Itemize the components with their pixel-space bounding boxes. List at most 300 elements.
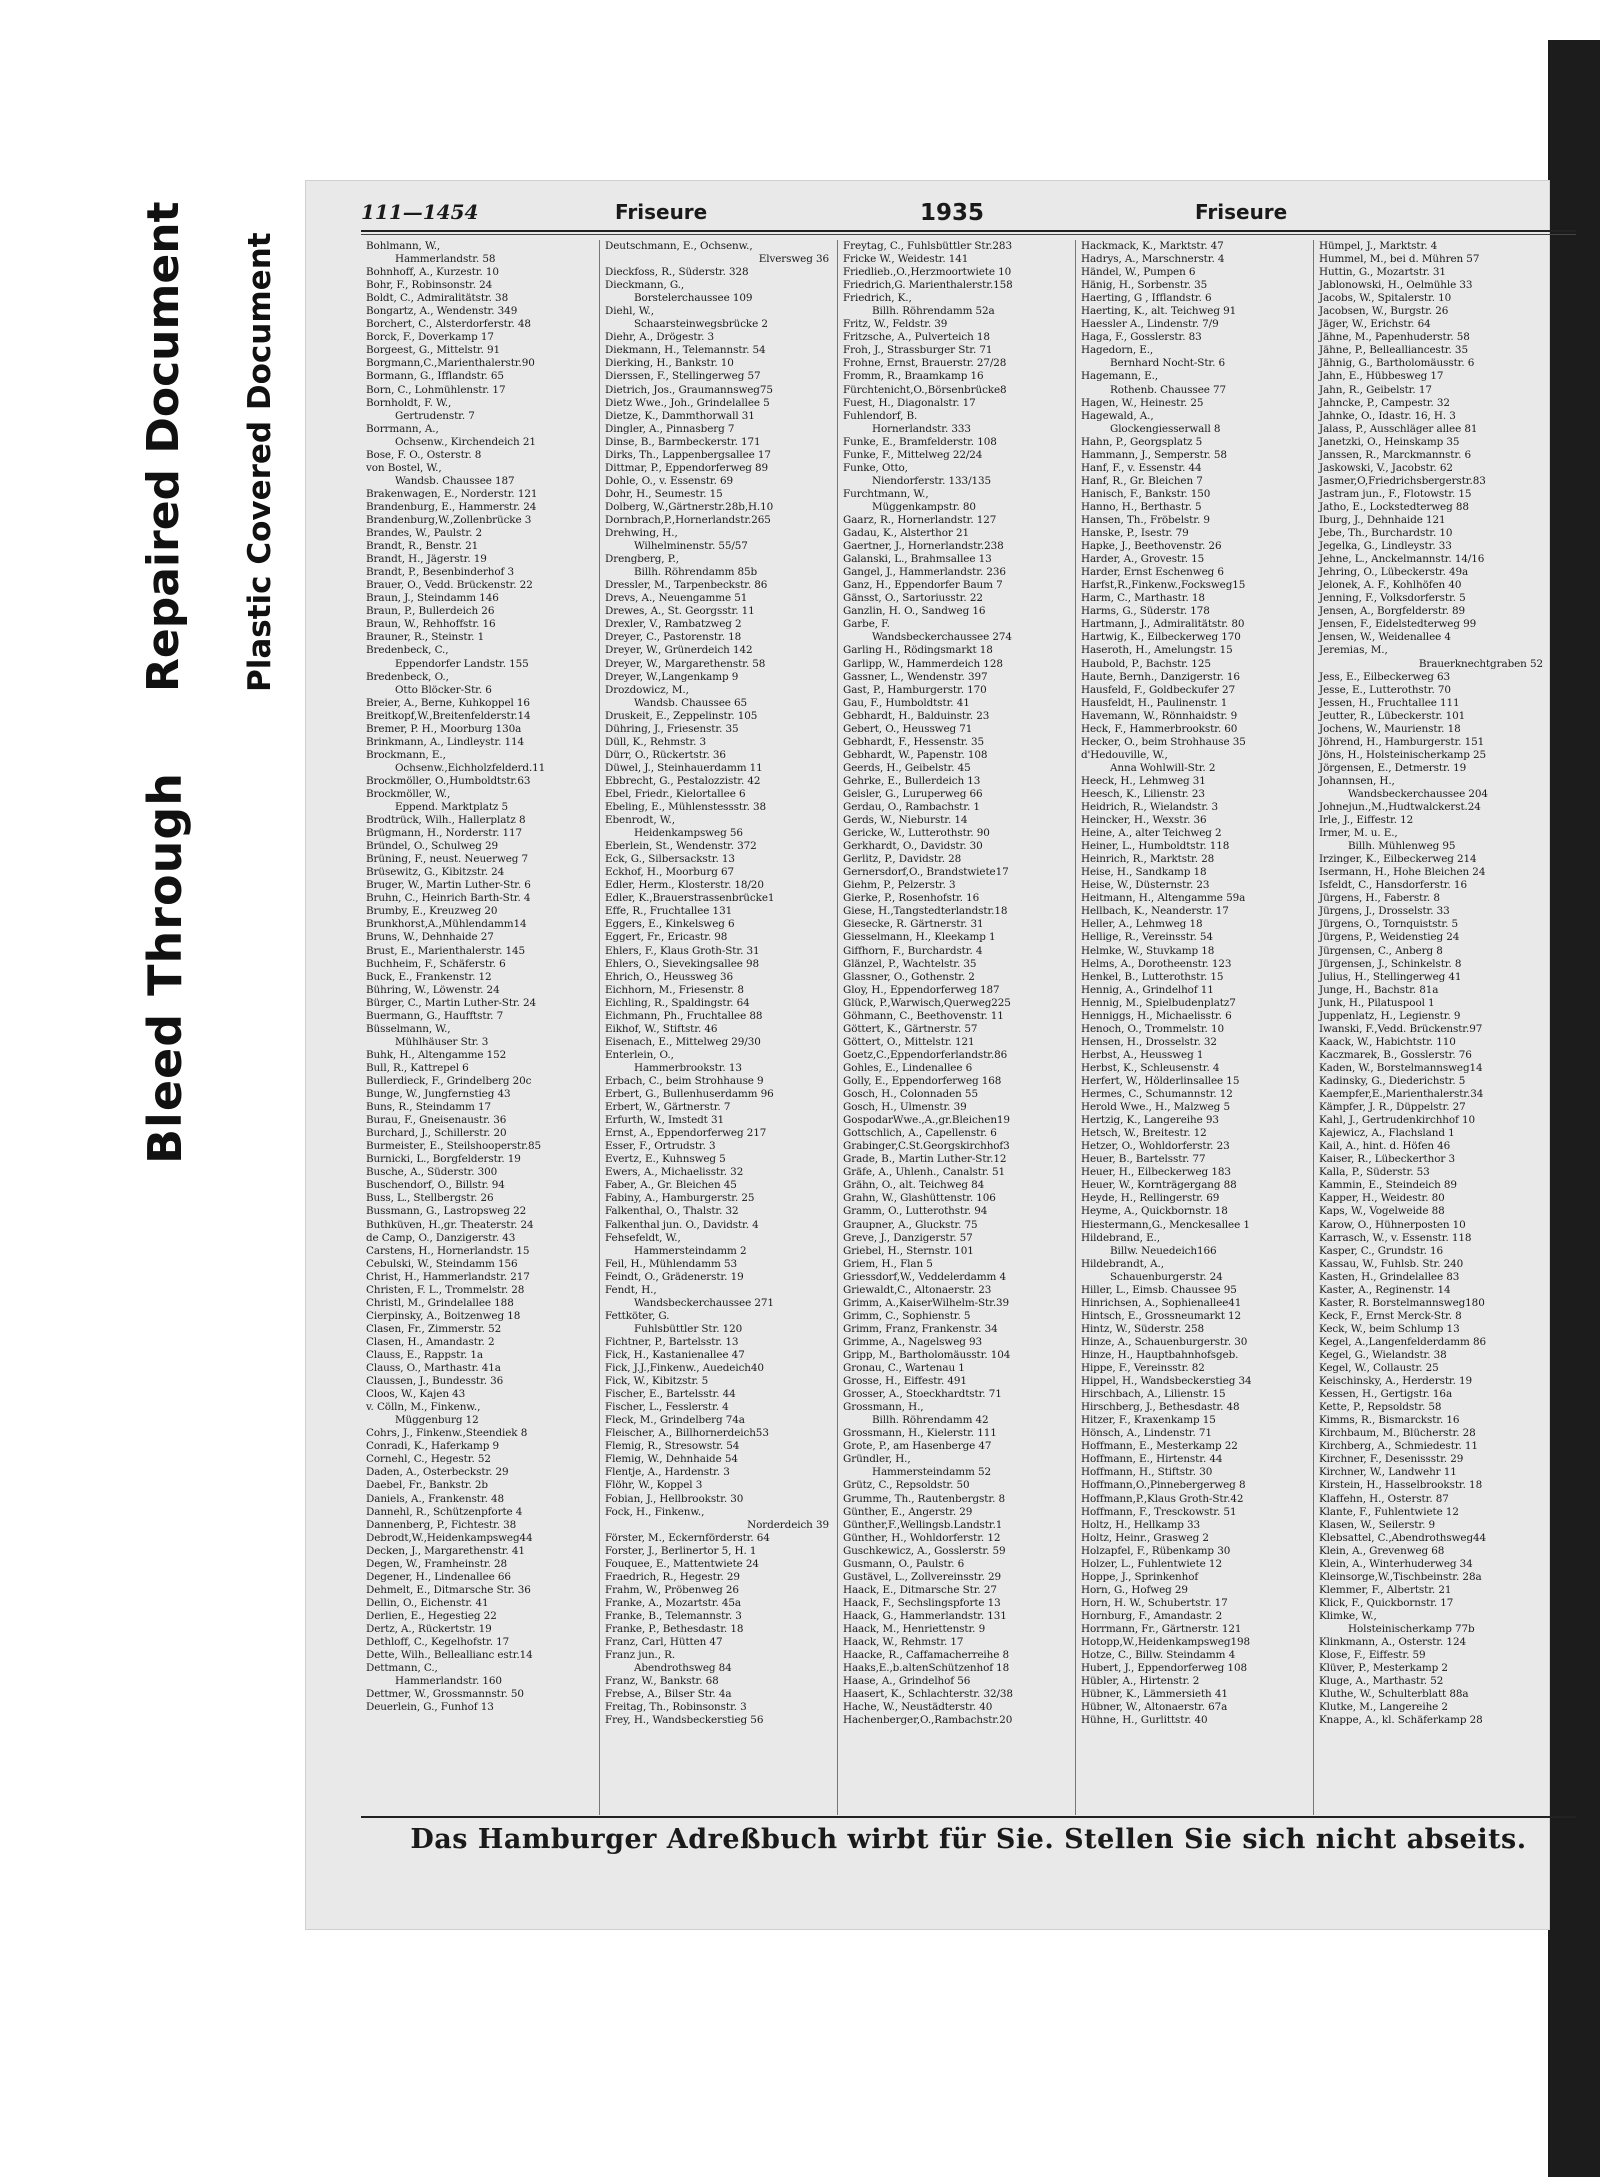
- directory-entry: Hanisch, F., Bankstr. 150: [1081, 487, 1211, 500]
- directory-entry: Bohnhoff, A., Kurzestr. 10: [366, 266, 499, 279]
- directory-entry: Klüver, P., Mesterkamp 2: [1319, 1662, 1448, 1675]
- directory-entry: Drexler, V., Rambatzweg 2: [605, 618, 742, 631]
- directory-entry: Günther, H., Wohldorferstr. 12: [843, 1531, 1001, 1544]
- directory-entry: Ochsenw., Kirchendeich 21: [395, 435, 536, 448]
- directory-entry: Holsteinischerkamp 77b: [1348, 1622, 1475, 1635]
- directory-entry: Jehne, L., Anckelmannstr. 14/16: [1319, 553, 1485, 566]
- directory-entry: Friedlieb.,O.,Herzmoortwiete 10: [843, 266, 1012, 279]
- directory-entry: Brumby, E., Kreuzweg 20: [366, 905, 498, 918]
- directory-entry: Dirks, Th., Lappenbergsallee 17: [605, 448, 771, 461]
- directory-entry: Jensen, W., Weidenallee 4: [1319, 631, 1451, 644]
- directory-entry: Irzinger, K., Eilbeckerweg 214: [1319, 853, 1477, 866]
- directory-entry: Hennig, M., Spielbudenplatz7: [1081, 996, 1236, 1009]
- directory-entry: Kessen, H., Gertigstr. 16a: [1319, 1388, 1453, 1401]
- directory-entry: Grosse, H., Eiffestr. 491: [843, 1375, 967, 1388]
- directory-entry: Jensen, F., Eidelstedterweg 99: [1319, 618, 1477, 631]
- directory-entry: Holzer, L., Fuhlentwiete 12: [1081, 1557, 1222, 1570]
- directory-entry: Hornerlandstr. 333: [872, 422, 971, 435]
- directory-entry: Brunkhorst,A.,Mühlendamm14: [366, 918, 527, 931]
- directory-entry: Buchheim, F., Schäferstr. 6: [366, 957, 506, 970]
- directory-entry: Haseroth, H., Amelungstr. 15: [1081, 644, 1233, 657]
- directory-entry: Eppendorfer Landstr. 155: [395, 657, 529, 670]
- directory-entry: Carstens, H., Hornerlandstr. 15: [366, 1244, 530, 1257]
- directory-entry: Jelonek, A. F., Kohlhöfen 40: [1319, 579, 1462, 592]
- directory-entry: Diehl, W.,: [605, 305, 654, 318]
- directory-entry: Hetzer, O., Wohldorferstr. 23: [1081, 1140, 1230, 1153]
- directory-entry: Diehr, A., Drögestr. 3: [605, 331, 715, 344]
- directory-entry: Kette, P., Repsoldstr. 58: [1319, 1401, 1442, 1414]
- directory-entry: Eggers, E., Kinkelsweg 6: [605, 918, 735, 931]
- directory-entry: Juppenlatz, H., Legienstr. 9: [1319, 1009, 1461, 1022]
- directory-entry: Fürchtenicht,O.,Börsenbrücke8: [843, 383, 1007, 396]
- directory-entry: Brodtrück, Wilh., Hallerplatz 8: [366, 814, 526, 827]
- directory-entry: Fuest, H., Diagonalstr. 17: [843, 396, 976, 409]
- directory-entry: Freitag, Th., Robinsonstr. 3: [605, 1701, 747, 1714]
- directory-entry: Fritz, W., Feldstr. 39: [843, 318, 948, 331]
- directory-entry: Göhmann, C., Beethovenstr. 11: [843, 1009, 1004, 1022]
- directory-entry: Glänzel, P., Wachtelstr. 35: [843, 957, 977, 970]
- directory-entry: Grimme, A., Nagelsweg 93: [843, 1335, 983, 1348]
- directory-entry: Braun, P., Bullerdeich 26: [366, 605, 495, 618]
- directory-entry: Clasen, Fr., Zimmerstr. 52: [366, 1322, 502, 1335]
- directory-entry: Gänsst, O., Sartoriusstr. 22: [843, 592, 983, 605]
- directory-entry: Dolberg, W.,Gärtnerstr.28b,H.10: [605, 500, 774, 513]
- directory-entry: Hippel, H., Wandsbeckerstieg 34: [1081, 1375, 1252, 1388]
- directory-entry: Hapke, J., Beethovenstr. 26: [1081, 540, 1222, 553]
- directory-entry: Clauss, O., Marthastr. 41a: [366, 1362, 501, 1375]
- directory-entry: Dreyer, W., Grünerdeich 142: [605, 644, 753, 657]
- directory-entry: Hornburg, F., Amandastr. 2: [1081, 1609, 1223, 1622]
- directory-entry: Dellin, O., Eichenstr. 41: [366, 1596, 489, 1609]
- directory-entry: Kaps, W., Vogelweide 88: [1319, 1205, 1445, 1218]
- directory-entry: Hoffmann, E., Hirtenstr. 44: [1081, 1453, 1223, 1466]
- directory-entry: Buhk, H., Altengamme 152: [366, 1048, 507, 1061]
- directory-entry: Gadau, K., Alsterthor 21: [843, 527, 969, 540]
- directory-entry: Hiller, L., Eimsb. Chaussee 95: [1081, 1283, 1237, 1296]
- directory-entry: Hammersteindamm 52: [872, 1466, 992, 1479]
- directory-entry: Schaarsteinwegsbrücke 2: [634, 318, 768, 331]
- directory-entry: Glassner, O., Gothenstr. 2: [843, 970, 975, 983]
- directory-entry: Ochsenw.,Eichholzfelderd.11: [395, 761, 546, 774]
- directory-entry: Falkenthal jun. O., Davidstr. 4: [605, 1218, 759, 1231]
- directory-entry: Gräfe, A., Uhlenh., Canalstr. 51: [843, 1166, 1006, 1179]
- directory-entry: Griessdorf,W., Veddelerdamm 4: [843, 1270, 1006, 1283]
- directory-entry: Bernhard Nocht-Str. 6: [1110, 357, 1226, 370]
- directory-entry: Friedrich, K.,: [843, 292, 912, 305]
- directory-entry: Hecker, O., beim Strohhause 35: [1081, 735, 1246, 748]
- directory-entry: Hammerbrookstr. 13: [634, 1061, 742, 1074]
- directory-entry: Frohne, Ernst, Brauerstr. 27/28: [843, 357, 1007, 370]
- directory-entry: Debrodt,W.,Heidenkampsweg44: [366, 1531, 533, 1544]
- directory-entry: Bruhn, C., Heinrich Barth-Str. 4: [366, 892, 531, 905]
- directory-entry: Hinrichsen, A., Sophienallee41: [1081, 1296, 1242, 1309]
- directory-entry: Grote, P., am Hasenberge 47: [843, 1440, 992, 1453]
- directory-entry: Wandsb. Chaussee 187: [395, 474, 515, 487]
- directory-entry: Bohr, F., Robinsonstr. 24: [366, 279, 493, 292]
- directory-entry: Flemig, W., Dehnhaide 54: [605, 1453, 738, 1466]
- directory-entry: Hanf, R., Gr. Bleichen 7: [1081, 474, 1203, 487]
- directory-entry: Eckhof, H., Moorburg 67: [605, 866, 735, 879]
- directory-entry: Franz, Carl, Hütten 47: [605, 1636, 723, 1649]
- directory-entry: Ebenrodt, W.,: [605, 814, 675, 827]
- directory-entry: Edler, Herm., Klosterstr. 18/20: [605, 879, 764, 892]
- directory-entry: Dettmann, C.,: [366, 1662, 438, 1675]
- directory-entry: Falkenthal, O., Thalstr. 32: [605, 1205, 739, 1218]
- directory-entry: Eberlein, St., Wendenstr. 372: [605, 840, 757, 853]
- directory-entry: Ehlers, O., Sievekingsallee 98: [605, 957, 760, 970]
- directory-entry: Haack, E., Ditmarsche Str. 27: [843, 1583, 997, 1596]
- directory-entry: Hennig, A., Grindelhof 11: [1081, 983, 1214, 996]
- directory-entry: Holtz, Heinr., Grasweg 2: [1081, 1531, 1209, 1544]
- directory-entry: Furchtmann, W.,: [843, 487, 929, 500]
- directory-entry: Bornholdt, F. W.,: [366, 396, 452, 409]
- directory-entry: Clasen, H., Amandastr. 2: [366, 1335, 495, 1348]
- directory-entry: Grimm, Franz, Frankenstr. 34: [843, 1322, 998, 1335]
- directory-entry: Kasten, H., Grindelallee 83: [1319, 1270, 1460, 1283]
- directory-entry: Hache, W., Neustädterstr. 40: [843, 1701, 993, 1714]
- directory-entry: Hammann, J., Semperstr. 58: [1081, 448, 1227, 461]
- directory-entry: Jähne, M., Papenhuderstr. 58: [1319, 331, 1470, 344]
- directory-entry: Iburg, J., Dehnhaide 121: [1319, 513, 1446, 526]
- directory-entry: Günther,F.,Wellingsb.Landstr.1: [843, 1518, 1003, 1531]
- directory-entry: Förster, M., Eckernförderstr. 64: [605, 1531, 770, 1544]
- directory-entry: Brandt, P., Besenbinderhof 3: [366, 566, 515, 579]
- directory-entry: Haerting, K., alt. Teichweg 91: [1081, 305, 1237, 318]
- directory-entry: Klutke, M., Langereihe 2: [1319, 1701, 1448, 1714]
- directory-entry: Hirschbach, A., Lilienstr. 15: [1081, 1388, 1226, 1401]
- directory-entry: Dühring, J., Friesenstr. 35: [605, 722, 739, 735]
- directory-entry: Evertz, E., Kuhnsweg 5: [605, 1153, 726, 1166]
- directory-entry: Flemig, R., Stresowstr. 54: [605, 1440, 740, 1453]
- directory-entry: Klaffehn, H., Osterstr. 87: [1319, 1492, 1449, 1505]
- directory-entry: Gebhardt, H., Balduinstr. 23: [843, 709, 990, 722]
- directory-entry: Janssen, R., Marckmannstr. 6: [1319, 448, 1471, 461]
- directory-entry: Hiestermann,G., Menckesallee 1: [1081, 1218, 1250, 1231]
- directory-entry: Hammerlandstr. 160: [395, 1675, 502, 1688]
- directory-entry: Daebel, Fr., Bankstr. 2b: [366, 1479, 488, 1492]
- directory-entry: Griebel, H., Sternstr. 101: [843, 1244, 974, 1257]
- directory-entry: Kaden, W., Borstelmannsweg14: [1319, 1061, 1483, 1074]
- directory-entry: Gassner, L., Wendenstr. 397: [843, 670, 988, 683]
- directory-entry: Heine, A., alter Teichweg 2: [1081, 827, 1222, 840]
- directory-entry: Cierpinsky, A., Boitzenweg 18: [366, 1309, 521, 1322]
- directory-entry: Kirchner, F., Desenissstr. 29: [1319, 1453, 1464, 1466]
- directory-entry: Brinkmann, A., Lindleystr. 114: [366, 735, 525, 748]
- directory-entry: Dertz, A., Rückertstr. 19: [366, 1622, 492, 1635]
- directory-columns: [361, 240, 1576, 1815]
- directory-entry: Klemmer, F., Albertstr. 21: [1319, 1583, 1452, 1596]
- directory-entry: Jenning, F., Volksdorferstr. 5: [1319, 592, 1466, 605]
- directory-entry: Hubert, J., Eppendorferweg 108: [1081, 1662, 1247, 1675]
- directory-entry: Fleck, M., Grindelberg 74a: [605, 1414, 745, 1427]
- directory-entry: Drehwing, H.,: [605, 527, 678, 540]
- directory-entry: Günther, E., Angerstr. 29: [843, 1505, 973, 1518]
- directory-entry: Hoppe, J., Sprinkenhof: [1081, 1570, 1199, 1583]
- directory-entry: Fock, H., Finkenw.,: [605, 1505, 705, 1518]
- directory-entry: Fuhlendorf, B.: [843, 409, 918, 422]
- page-number: 111—1454: [361, 200, 479, 224]
- directory-entry: Gebhardt, W., Papenstr. 108: [843, 748, 988, 761]
- directory-entry: Havemann, W., Rönnhaidstr. 9: [1081, 709, 1238, 722]
- directory-entry: Graupner, A., Gluckstr. 75: [843, 1218, 978, 1231]
- directory-entry: Fabiny, A., Hamburgerstr. 25: [605, 1192, 755, 1205]
- directory-entry: Jaskowski, V., Jacobstr. 62: [1319, 461, 1453, 474]
- directory-entry: Daniels, A., Frankenstr. 48: [366, 1492, 505, 1505]
- directory-entry: Grütz, C., Repsoldstr. 50: [843, 1479, 970, 1492]
- directory-entry: Jürgens, J., Drosselstr. 33: [1319, 905, 1450, 918]
- directory-entry: Galanski, L., Brahmsallee 13: [843, 553, 992, 566]
- directory-entry: Drengberg, P.,: [605, 553, 679, 566]
- directory-entry: Fuhlsbüttler Str. 120: [634, 1322, 743, 1335]
- directory-entry: Eppend. Marktplatz 5: [395, 801, 508, 814]
- column-5: [1313, 240, 1546, 1815]
- directory-entry: Hanno, H., Berthastr. 5: [1081, 500, 1202, 513]
- directory-entry: Kirstein, H., Hasselbrookstr. 18: [1319, 1479, 1483, 1492]
- directory-entry: Boldt, C., Admiralitätstr. 38: [366, 292, 509, 305]
- directory-entry: Derlien, E., Hegestieg 22: [366, 1609, 497, 1622]
- directory-entry: Hoffmann, F., Tresckowstr. 51: [1081, 1505, 1237, 1518]
- directory-entry: Geisler, G., Luruperweg 66: [843, 787, 983, 800]
- directory-entry: Klose, F., Eiffestr. 59: [1319, 1649, 1426, 1662]
- directory-entry: Hagemann, E.,: [1081, 370, 1158, 383]
- directory-entry: Claussen, J., Bundesstr. 36: [366, 1375, 504, 1388]
- directory-entry: Geerds, H., Geibelstr. 45: [843, 761, 971, 774]
- directory-entry: Jalass, P., Ausschläger allee 81: [1319, 422, 1478, 435]
- directory-entry: Giese, H.,Tangstedterlandstr.18: [843, 905, 1008, 918]
- directory-entry: Kail, A., hint. d. Höfen 46: [1319, 1140, 1451, 1153]
- directory-entry: Forster, J., Berlinertor 5, H. 1: [605, 1544, 757, 1557]
- directory-entry: Klante, F., Fuhlentwiete 12: [1319, 1505, 1459, 1518]
- directory-entry: Ganz, H., Eppendorfer Baum 7: [843, 579, 1003, 592]
- directory-entry: Bohlmann, W.,: [366, 240, 441, 252]
- directory-entry: Jess, E., Eilbeckerweg 63: [1319, 670, 1451, 683]
- directory-entry: Abendrothsweg 84: [634, 1662, 732, 1675]
- directory-entry: Irle, J., Eiffestr. 12: [1319, 814, 1414, 827]
- directory-entry: Bruns, W., Dehnhaide 27: [366, 931, 494, 944]
- directory-entry: Heck, F., Hammerbrookstr. 60: [1081, 722, 1238, 735]
- directory-entry: Haase, A., Grindelhof 56: [843, 1675, 971, 1688]
- directory-entry: Rothenb. Chaussee 77: [1110, 383, 1227, 396]
- directory-entry: Jessen, H., Fruchtallee 111: [1319, 696, 1460, 709]
- header-rule: [361, 230, 1576, 232]
- directory-entry: Hübner, W., Altonaerstr. 67a: [1081, 1701, 1228, 1714]
- directory-entry: Kasper, C., Grundstr. 16: [1319, 1244, 1444, 1257]
- directory-entry: Brust, E., Marienthalerstr. 145: [366, 944, 526, 957]
- page-header: [305, 198, 1575, 232]
- plastic-covered-label: Plastic Covered Document: [242, 232, 278, 692]
- directory-entry: Huttin, G., Mozartstr. 31: [1319, 266, 1446, 279]
- directory-entry: Julius, H., Stellingerweg 41: [1319, 970, 1462, 983]
- directory-entry: Buermann, G., Haufftstr. 7: [366, 1009, 504, 1022]
- directory-entry: Ernst, A., Eppendorferweg 217: [605, 1127, 767, 1140]
- directory-entry: Grimm, A.,KaiserWilhelm-Str.39: [843, 1296, 1010, 1309]
- directory-entry: Keck, W., beim Schlump 13: [1319, 1322, 1460, 1335]
- directory-entry: Frebse, A., Bilser Str. 4a: [605, 1688, 732, 1701]
- directory-entry: Hoffmann, E., Mesterkamp 22: [1081, 1440, 1238, 1453]
- directory-entry: Hensen, H., Drosselstr. 32: [1081, 1035, 1217, 1048]
- directory-entry: Herold Wwe., H., Malzweg 5: [1081, 1101, 1230, 1114]
- directory-entry: Erbach, C., beim Strohhause 9: [605, 1075, 764, 1087]
- directory-entry: Kimms, R., Bismarckstr. 16: [1319, 1414, 1460, 1427]
- directory-entry: Knappe, A., kl. Schäferkamp 28: [1319, 1714, 1483, 1727]
- directory-entry: Kegel, A.,Langenfelderdamm 86: [1319, 1335, 1487, 1348]
- directory-entry: Helmke, W., Stuvkamp 18: [1081, 944, 1215, 957]
- directory-entry: Eikhof, W., Stiftstr. 46: [605, 1022, 718, 1035]
- directory-entry: Brauer, O., Vedd. Brückenstr. 22: [366, 579, 533, 592]
- directory-entry: Haerting, G , Ifflandstr. 6: [1081, 292, 1212, 305]
- directory-entry: Kaster, A., Reginenstr. 14: [1319, 1283, 1451, 1296]
- directory-entry: Hoffmann,O.,Pinnebergerweg 8: [1081, 1479, 1246, 1492]
- directory-entry: Hönsch, A., Lindenstr. 71: [1081, 1427, 1212, 1440]
- directory-entry: Gohles, E., Lindenallee 6: [843, 1061, 973, 1074]
- directory-entry: Hildebrandt, A.,: [1081, 1257, 1164, 1270]
- directory-entry: Händel, W., Pumpen 6: [1081, 266, 1196, 279]
- directory-entry: Jesse, E., Lutterothstr. 70: [1319, 683, 1451, 696]
- directory-entry: Gebert, O., Heussweg 71: [843, 722, 973, 735]
- directory-entry: Gaarz, R., Hornerlandstr. 127: [843, 513, 997, 526]
- directory-entry: Franz jun., R.: [605, 1649, 676, 1662]
- directory-entry: Grosser, A., Stoeckhardtstr. 71: [843, 1388, 1002, 1401]
- directory-entry: Brakenwagen, E., Norderstr. 121: [366, 487, 538, 500]
- directory-entry: Billh. Mühlenweg 95: [1348, 840, 1456, 853]
- directory-entry: Eisenach, E., Mittelweg 29/30: [605, 1035, 761, 1048]
- directory-entry: Gangel, J., Hammerlandstr. 236: [843, 566, 1006, 579]
- directory-entry: Bormann, G., Ifflandstr. 65: [366, 370, 504, 383]
- directory-entry: Jastram jun., F., Flotowstr. 15: [1319, 487, 1472, 500]
- directory-entry: Dreyer, C., Pastorenstr. 18: [605, 631, 742, 644]
- directory-entry: Flöhr, W., Koppel 3: [605, 1479, 703, 1492]
- directory-entry: Fick, H., Kastanienallee 47: [605, 1348, 745, 1361]
- directory-entry: Garbe, F.: [843, 618, 890, 631]
- directory-entry: Born, C., Lohmühlenstr. 17: [366, 383, 506, 396]
- directory-entry: Ewers, A., Michaelisstr. 32: [605, 1166, 744, 1179]
- directory-entry: Jörgensen, E., Detmerstr. 19: [1319, 761, 1467, 774]
- directory-entry: Hermes, C., Schumannstr. 12: [1081, 1088, 1233, 1101]
- directory-entry: Jehring, O., Lübeckerstr. 49a: [1319, 566, 1469, 579]
- directory-entry: Enterlein, O.,: [605, 1048, 674, 1061]
- directory-entry: Wandsbeckerchaussee 274: [872, 631, 1012, 644]
- directory-entry: Heidrich, R., Wielandstr. 3: [1081, 801, 1219, 814]
- directory-entry: Degener, H., Lindenallee 66: [366, 1570, 511, 1583]
- directory-entry: Junk, H., Pilatuspool 1: [1319, 996, 1435, 1009]
- directory-entry: Jatho, E., Lockstedterweg 88: [1319, 500, 1469, 513]
- directory-entry: Haga, F., Gosslerstr. 83: [1081, 331, 1202, 344]
- directory-entry: Klick, F., Quickbornstr. 17: [1319, 1596, 1454, 1609]
- directory-entry: Heeck, H., Lehmweg 31: [1081, 774, 1206, 787]
- directory-entry: Dittmar, P., Eppendorferweg 89: [605, 461, 769, 474]
- directory-entry: Kaempfer,E.,Marienthalerstr.34: [1319, 1088, 1484, 1101]
- directory-entry: Borchert, C., Alsterdorferstr. 48: [366, 318, 531, 331]
- directory-entry: Jochens, W., Maurienstr. 18: [1319, 722, 1461, 735]
- directory-entry: Dethloff, C., Kegelhofstr. 17: [366, 1636, 510, 1649]
- directory-entry: Horn, G., Hofweg 29: [1081, 1583, 1188, 1596]
- directory-entry: Kirchner, W., Landwehr 11: [1319, 1466, 1457, 1479]
- directory-entry: Hellbach, K., Neanderstr. 17: [1081, 905, 1229, 918]
- directory-entry: Johannsen, H.,: [1319, 774, 1395, 787]
- directory-entry: Fritzsche, A., Pulverteich 18: [843, 331, 990, 344]
- directory-entry: Kegel, G., Wielandstr. 38: [1319, 1348, 1447, 1361]
- directory-entry: Kapper, H., Weidestr. 80: [1319, 1192, 1445, 1205]
- directory-entry: Düll, K., Rehmstr. 3: [605, 735, 707, 748]
- directory-entry: Ebbrecht, G., Pestalozzistr. 42: [605, 774, 761, 787]
- directory-entry: Eggert, Fr., Ericastr. 98: [605, 931, 728, 944]
- directory-entry: Cebulski, W., Steindamm 156: [366, 1257, 518, 1270]
- directory-entry: Franke, A., Mozartstr. 45a: [605, 1596, 741, 1609]
- directory-entry: Hagen, W., Heinestr. 25: [1081, 396, 1204, 409]
- directory-entry: Bose, F. O., Osterstr. 8: [366, 448, 482, 461]
- directory-entry: Iwanski, F.,Vedd. Brückenstr.97: [1319, 1022, 1483, 1035]
- directory-entry: Brauerknechtgraben 52: [1418, 657, 1543, 670]
- directory-entry: Dressler, M., Tarpenbeckstr. 86: [605, 579, 768, 592]
- scan-margin: [1548, 0, 1600, 40]
- directory-entry: Junge, H., Bachstr. 81a: [1319, 983, 1439, 996]
- directory-entry: Franz, W., Bankstr. 68: [605, 1675, 719, 1688]
- directory-entry: Jähnig, G., Bartholomäusstr. 6: [1319, 357, 1475, 370]
- directory-entry: Fobian, J., Hellbrookstr. 30: [605, 1492, 744, 1505]
- year-heading: 1935: [920, 200, 985, 226]
- column-2: [599, 240, 832, 1815]
- directory-entry: Müggenkampstr. 80: [872, 500, 976, 513]
- directory-entry: Jeremias, M.,: [1319, 644, 1388, 657]
- column-1: [361, 240, 593, 1815]
- directory-entry: Gericke, W., Lutterothstr. 90: [843, 827, 990, 840]
- directory-entry: Brandt, H., Jägerstr. 19: [366, 553, 487, 566]
- directory-entry: Göttert, O., Mittelstr. 121: [843, 1035, 975, 1048]
- directory-entry: Deutschmann, E., Ochsenw.,: [605, 240, 753, 252]
- directory-entry: Kirchberg, A., Schmiedestr. 11: [1319, 1440, 1478, 1453]
- directory-entry: Christen, F. L., Trommelstr. 28: [366, 1283, 525, 1296]
- directory-entry: Heidenkampsweg 56: [634, 827, 743, 840]
- directory-entry: Isfeldt, C., Hansdorferstr. 16: [1319, 879, 1467, 892]
- directory-entry: Holzapfel, F., Rübenkamp 30: [1081, 1544, 1231, 1557]
- directory-entry: Bredenbeck, C.,: [366, 644, 449, 657]
- directory-entry: Karrasch, W., v. Essenstr. 118: [1319, 1231, 1472, 1244]
- directory-entry: Greve, J., Danzigerstr. 57: [843, 1231, 973, 1244]
- directory-entry: Burmeister, E., Steilshooperstr.85: [366, 1140, 542, 1153]
- directory-entry: Goetz,C.,Eppendorferlandstr.86: [843, 1048, 1008, 1061]
- directory-entry: Effe, R., Fruchtallee 131: [605, 905, 733, 918]
- directory-entry: Dietrich, Jos., Graumannsweg75: [605, 383, 773, 396]
- directory-entry: Fendt, H.,: [605, 1283, 657, 1296]
- directory-entry: Dierking, H., Bankstr. 10: [605, 357, 734, 370]
- directory-entry: Harfst,R.,Finkenw.,Focksweg15: [1081, 579, 1246, 592]
- directory-entry: Horrmann, Fr., Gärtnerstr. 121: [1081, 1622, 1242, 1635]
- directory-entry: Heincker, H., Wexstr. 36: [1081, 814, 1207, 827]
- directory-entry: Jäger, W., Erichstr. 64: [1319, 318, 1431, 331]
- directory-entry: Hummel, M., bei d. Mühren 57: [1319, 253, 1480, 266]
- directory-entry: Gernersdorf,O., Brandstwiete17: [843, 866, 1009, 879]
- directory-entry: Funke, E., Bramfelderstr. 108: [843, 435, 997, 448]
- directory-entry: Hammersteindamm 2: [634, 1244, 747, 1257]
- directory-entry: Kadinsky, G., Diederichstr. 5: [1319, 1075, 1466, 1087]
- directory-entry: Gusmann, O., Paulstr. 6: [843, 1557, 965, 1570]
- directory-entry: Fischer, E., Bartelsstr. 44: [605, 1388, 736, 1401]
- directory-entry: Hintz, W., Süderstr. 258: [1081, 1322, 1205, 1335]
- directory-entry: Klimke, W.,: [1319, 1609, 1377, 1622]
- directory-entry: Drewes, A., St. Georgsstr. 11: [605, 605, 755, 618]
- directory-entry: Deuerlein, G., Funhof 13: [366, 1701, 494, 1714]
- directory-entry: Grahn, W., Glashüttenstr. 106: [843, 1192, 996, 1205]
- directory-entry: Norderdeich 39: [747, 1518, 829, 1531]
- directory-entry: Ehlers, F., Klaus Groth-Str. 31: [605, 944, 760, 957]
- directory-entry: Grumme, Th., Rautenbergstr. 8: [843, 1492, 1005, 1505]
- directory-entry: Giehm, P., Pelzerstr. 3: [843, 879, 956, 892]
- directory-entry: Christl, M., Grindelallee 188: [366, 1296, 514, 1309]
- directory-entry: Hotopp,W.,Heidenkampsweg198: [1081, 1636, 1251, 1649]
- directory-entry: Hansen, Th., Fröbelstr. 9: [1081, 513, 1210, 526]
- directory-entry: Eck, G., Silbersackstr. 13: [605, 853, 735, 866]
- directory-entry: Dieckmann, G.,: [605, 279, 685, 292]
